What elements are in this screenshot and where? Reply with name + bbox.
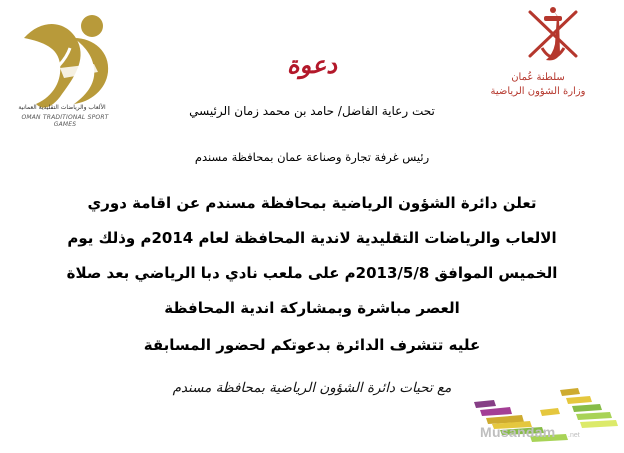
- ministry-name-line1: سلطنة عُمان: [511, 72, 565, 83]
- ministry-name-line2: وزارة الشؤون الرياضية: [490, 86, 586, 97]
- body-line-4: العصر مباشرة وبمشاركة اندية المحافظة: [164, 299, 460, 317]
- oman-emblem-icon: [522, 4, 584, 70]
- body-line-1: تعلن دائرة الشؤون الرياضية بمحافظة مسندم عن اقامة دوري: [87, 194, 537, 212]
- body-line-2: الالعاب والرياضات التقليدية لاندية المحافظة لعام 2014م وذلك يوم: [67, 229, 557, 247]
- watermark-text: Musandam: [480, 424, 556, 440]
- sports-logo-arabic-text: الألعاب والرياضات التقليدية العمانية: [18, 104, 106, 111]
- patronage-line: تحت رعاية الفاضل/ حامد بن محمد زمان الرئيسي: [189, 104, 435, 118]
- signature-line: مع تحيات دائرة الشؤون الرياضية بمحافظة مسندم: [172, 380, 452, 396]
- musandam-watermark-graphic: [410, 380, 624, 453]
- watermark-subtext: .net: [568, 432, 580, 439]
- body-line-3: الخميس الموافق 2013/5/8م على ملعب نادي دبا الرياضي بعد صلاة: [66, 264, 558, 282]
- body-line-5: عليه تتشرف الدائرة بدعوتكم لحضور المسابقة: [143, 336, 481, 354]
- sports-logo-english-text: OMAN TRADITIONAL SPORT GAMES: [21, 114, 109, 128]
- chamber-line: رئيس غرفة تجارة وصناعة عمان بمحافظة مسندم: [194, 150, 430, 164]
- invitation-title: دعوة: [287, 50, 337, 79]
